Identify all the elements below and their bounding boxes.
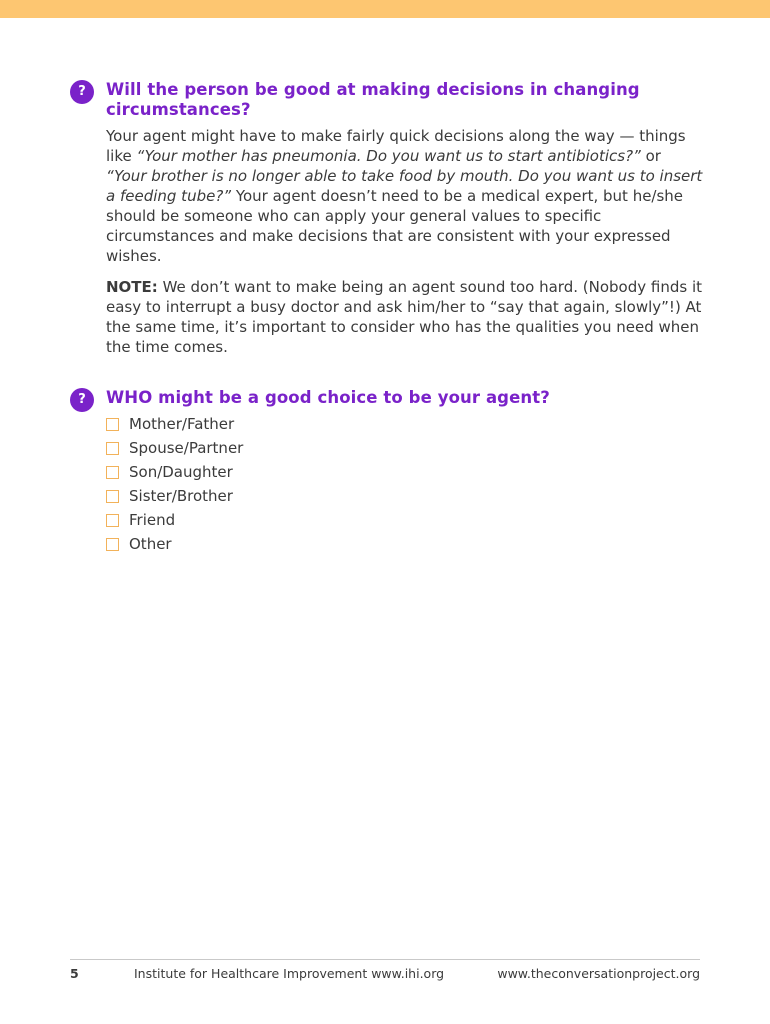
question-mark-icon: ?: [70, 388, 94, 412]
option-label: Son/Daughter: [129, 463, 233, 481]
checkbox[interactable]: [106, 490, 119, 503]
option-sister-brother[interactable]: [106, 484, 243, 508]
option-son-daughter[interactable]: [106, 460, 243, 484]
option-label: Other: [129, 535, 172, 553]
question-1-title: Will the person be good at making decisions in changing circumstances?: [106, 80, 640, 119]
footer-conversation-project-link[interactable]: www.theconversationproject.org: [497, 966, 700, 981]
question-mark-icon: ?: [70, 80, 94, 104]
option-label: Sister/Brother: [129, 487, 233, 505]
option-other[interactable]: [106, 532, 243, 556]
question-2-title: WHO might be a good choice to be your agent?: [106, 388, 550, 407]
option-label: Friend: [129, 511, 176, 529]
checkbox[interactable]: [106, 514, 119, 527]
option-label: Spouse/Partner: [129, 439, 244, 457]
note-label: NOTE:: [106, 278, 158, 296]
checkbox[interactable]: [106, 442, 119, 455]
option-friend[interactable]: [106, 508, 243, 532]
option-mother-father[interactable]: [106, 412, 243, 436]
option-label: Mother/Father: [129, 415, 235, 433]
footer-divider: [70, 959, 700, 960]
checkbox[interactable]: [106, 418, 119, 431]
checkbox[interactable]: [106, 466, 119, 479]
footer-ihi-link[interactable]: Institute for Healthcare Improvement www.ihi.org: [134, 966, 445, 981]
question-1-body: [106, 126, 706, 266]
question-1-note: [106, 277, 706, 357]
body-intro: Your agent might have to make fairly quick decisions along the way — things like: [106, 127, 686, 165]
body-closing: Your agent doesn’t need to be a medical expert, but he/she should be someone who can apply your general values to specific circumstances and make decisions that are consistent with your expressed wishes.: [106, 187, 684, 265]
checkbox[interactable]: [106, 538, 119, 551]
body-quote-2: “Your brother is no longer able to take food by mouth. Do you want us to insert a feeding tube?”: [106, 167, 703, 205]
agent-choice-list: [106, 412, 243, 556]
header-band: [0, 0, 770, 18]
option-spouse-partner[interactable]: [106, 436, 243, 460]
page-number: 5: [70, 966, 79, 981]
body-quote-1: “Your mother has pneumonia. Do you want us to start antibiotics?”: [136, 147, 641, 165]
body-or: or: [640, 147, 661, 165]
note-text: We don’t want to make being an agent sound too hard. (Nobody finds it easy to interrupt a busy doctor and ask him/her to “say that again, slowly”!) At the same time, it’s important to consider who has the qualities you need when the time comes.: [106, 278, 702, 356]
